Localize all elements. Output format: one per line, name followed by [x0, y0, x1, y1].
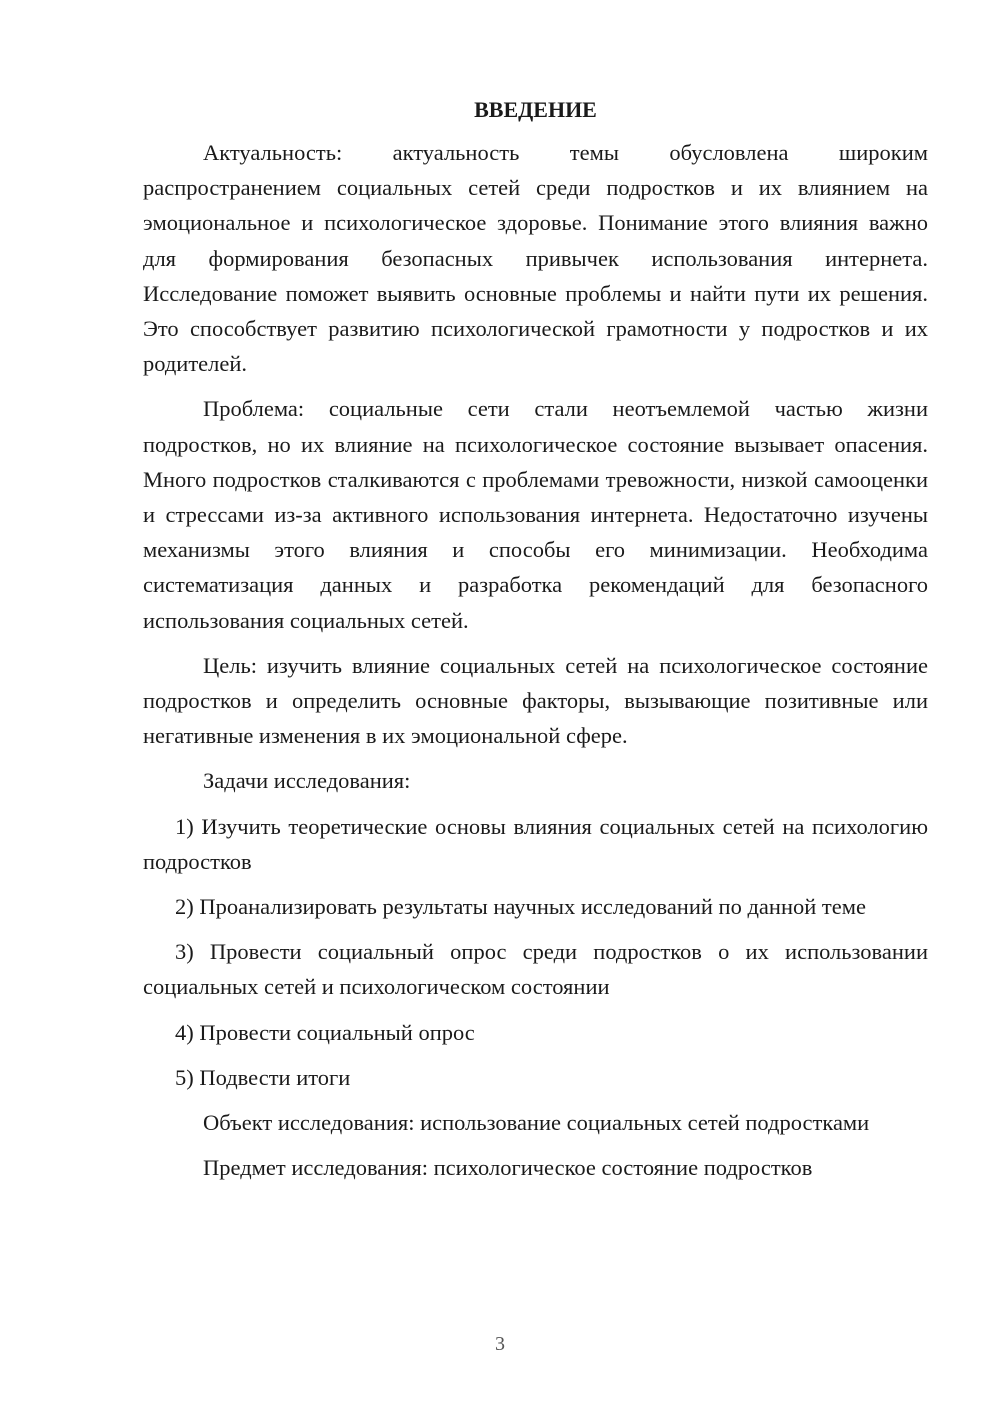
page-title: ВВЕДЕНИЕ: [474, 97, 597, 122]
goal-paragraph: Цель: изучить влияние социальных сетей на психологическое состояние подростков и определить основные факторы, вызывающие позитивные или негативные изменения в их эмоциональной сфере.: [143, 652, 928, 749]
problem-paragraph: Проблема: социальные сети стали неотъемлемой частью жизни подростков, но их влияние на психологическое состояние вызывает опасения. Много подростков сталкиваются с проблемами тревожности, низкой самооценки и стрессами из-за активного использования интернета. Недостаточно изучены механизмы этого влияния и способы его минимизации. Необходима систематизация данных и разработка рекомендаций для безопасного использования социальных сетей.: [143, 396, 928, 633]
subject-paragraph: Предмет исследования: психологическое состояние подростков: [203, 1155, 813, 1181]
task-item-4: 4) Провести социальный опрос: [175, 1019, 475, 1045]
task-item-3: 3) Провести социальный опрос среди подростков о их использовании социальных сетей и психологическом состоянии: [143, 939, 928, 1000]
task-item-1: 1) Изучить теоретические основы влияния социальных сетей на психологию подростков: [143, 813, 928, 874]
document-body: [143, 95, 928, 1185]
page-number: 3: [495, 1333, 505, 1355]
relevance-paragraph: Актуальность: актуальность темы обусловлена широким распространением социальных сетей среди подростков и их влиянием на эмоциональное и психологическое здоровье. Понимание этого влияния важно для формирования безопасных привычек использования интернета. Исследование поможет выявить основные проблемы и найти пути их решения. Это способствует развитию психологической грамотности у подростков и их родителей.: [143, 140, 928, 377]
task-item-2: 2) Проанализировать результаты научных исследований по данной теме: [175, 894, 866, 920]
task-item-5: 5) Подвести итоги: [175, 1064, 351, 1090]
tasks-heading: Задачи исследования:: [203, 768, 411, 794]
object-paragraph: Объект исследования: использование социальных сетей подростками: [203, 1110, 870, 1136]
